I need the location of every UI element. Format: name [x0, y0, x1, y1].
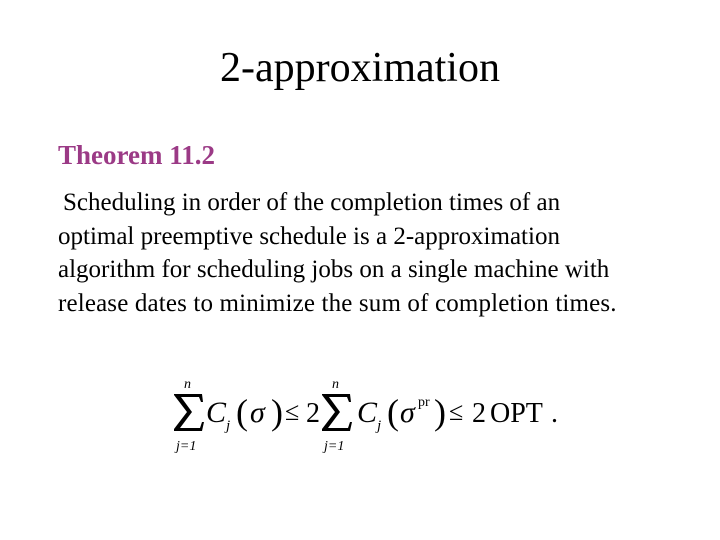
c-term-2: C — [357, 396, 378, 429]
sigma-1: σ — [250, 396, 265, 429]
paren-close-2: ) — [434, 392, 446, 432]
paren-open-1: ( — [236, 392, 248, 432]
theorem-heading: Theorem 11.2 — [58, 140, 215, 170]
sum2-sigma-symbol — [322, 394, 352, 431]
coefficient-two-2: 2 — [472, 398, 486, 429]
c-term-1: C — [206, 396, 227, 429]
sum2-lower-limit: j=1 — [324, 439, 345, 454]
sum1-upper-limit: n — [184, 377, 191, 392]
leq-2: ≤ — [449, 397, 464, 426]
theorem-line-1: Scheduling in order of the completion times of an — [63, 189, 561, 216]
opt-term: OPT — [490, 398, 543, 429]
coefficient-two-1: 2 — [306, 398, 320, 429]
paren-open-2: ( — [387, 392, 399, 432]
sum1-lower-limit: j=1 — [176, 439, 197, 454]
slide-title: 2-approximation — [220, 45, 500, 91]
c-term-1-subscript: j — [226, 418, 231, 434]
sigma-2-superscript: pr — [418, 395, 430, 410]
leq-1: ≤ — [285, 397, 300, 426]
sum2-upper-limit: n — [332, 377, 339, 392]
theorem-line-3: algorithm for scheduling jobs on a single machine with — [58, 256, 610, 283]
theorem-line-4: release dates to minimize the sum of completion times. — [58, 289, 617, 317]
theorem-line-2: optimal preemptive schedule is a 2-approximation — [58, 222, 560, 250]
formula-svg — [170, 368, 590, 464]
theorem-statement — [58, 186, 698, 320]
c-term-2-subscript: j — [377, 418, 382, 434]
inequality-formula — [170, 368, 590, 464]
sum1-sigma-symbol — [174, 394, 204, 431]
paren-close-1: ) — [271, 392, 283, 432]
formula-period: . — [551, 398, 558, 429]
sigma-2: σ — [400, 396, 415, 429]
